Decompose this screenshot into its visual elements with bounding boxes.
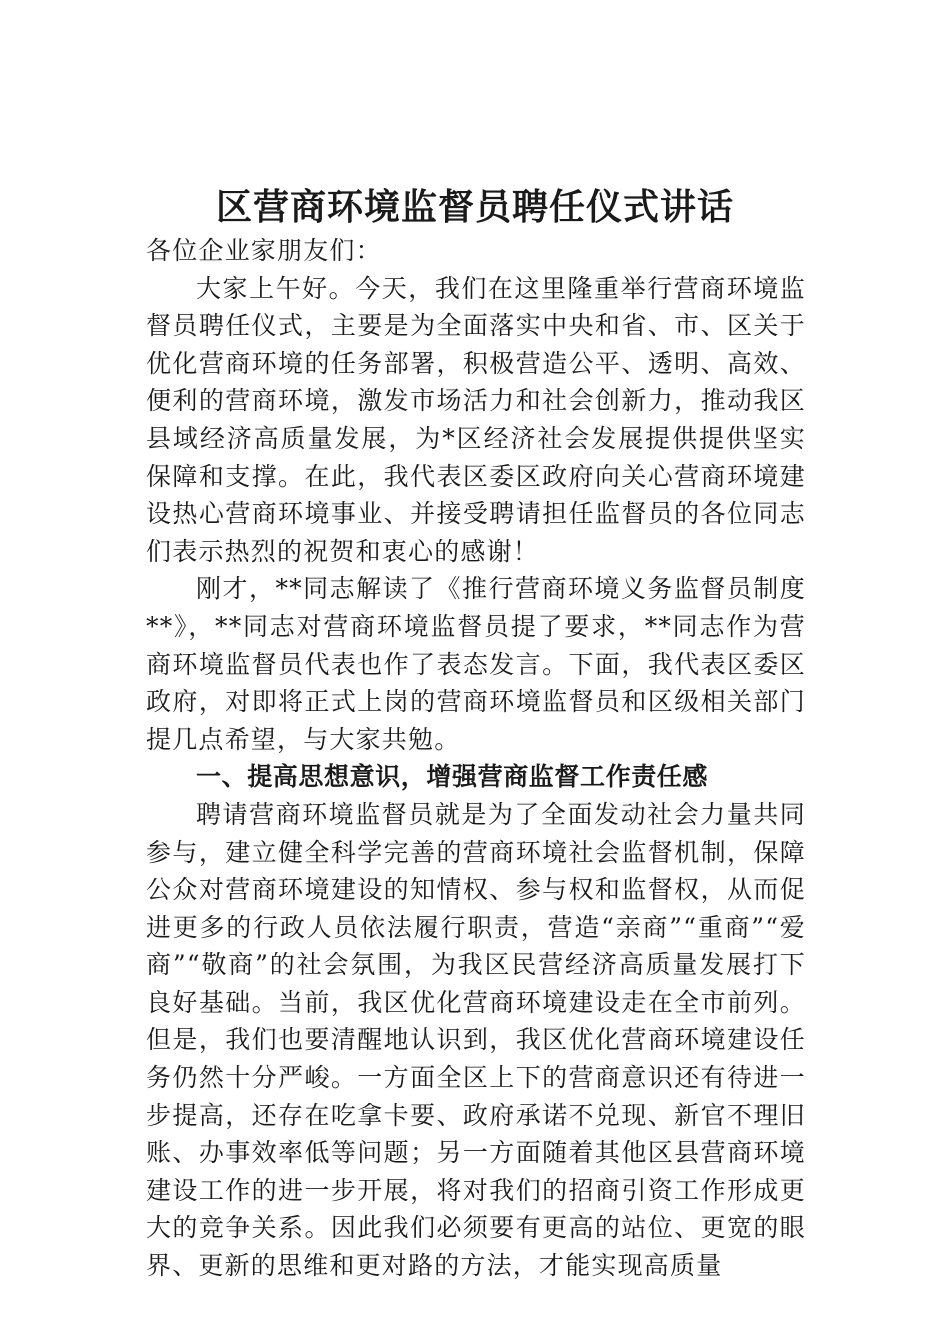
document-body [146,226,806,1285]
paragraph-intro: 刚才，**同志解读了《推行营商环境义务监督员制度**》，**同志对营商环境监督员提了要求，**同志作为营商环境监督员代表也作了表态发言。下面，我代表区委区政府，对即将正式上岗的营商环境监督员和区级相关部门提几点希望，与大家共勉。 [146,574,806,754]
section-heading: 一、提高思想意识，增强营商监督工作责任感 [196,762,709,792]
salutation: 各位企业家朋友们： [146,236,382,265]
section-paragraph: 聘请营商环境监督员就是为了全面发动社会力量共同参与，建立健全科学完善的营商环境社会监督机制，保障公众对营商环境建设的知情权、参与权和监督权，从而促进更多的行政人员依法履行职责，营造“亲商”“重商”“爱商”“敬商”的社会氛围，为我区民营经济高质量发展打下良好基础。当前，我区优化营商环境建设走在全市前列。但是，我们也要清醒地认识到，我区优化营商环境建设任务仍然十分严峻。一方面全区上下的营商意识还有待进一步提高，还存在吃拿卡要、政府承诺不兑现、新官不理旧账、办事效率低等问题；另一方面随着其他区县营商环境建设工作的进一步开展，将对我们的招商引资工作形成更大的竞争关系。因此我们必须要有更高的站位、更宽的眼界、更新的思维和更对路的方法，才能实现高质量 [146,799,806,1281]
document-title: 区营商环境监督员聘任仪式讲话 [215,186,734,229]
paragraph-opening: 大家上午好。今天，我们在这里隆重举行营商环境监督员聘任仪式，主要是为全面落实中央和省、市、区关于优化营商环境的任务部署，积极营造公平、透明、高效、便利的营商环境，激发市场活力和社会创新力，推动我区县域经济高质量发展，为*区经济社会发展提供提供坚实保障和支撑。在此，我代表区委区政府向关心营商环境建设热心营商环境事业、并接受聘请担任监督员的各位同志们表示热烈的祝贺和衷心的感谢！ [146,273,806,566]
